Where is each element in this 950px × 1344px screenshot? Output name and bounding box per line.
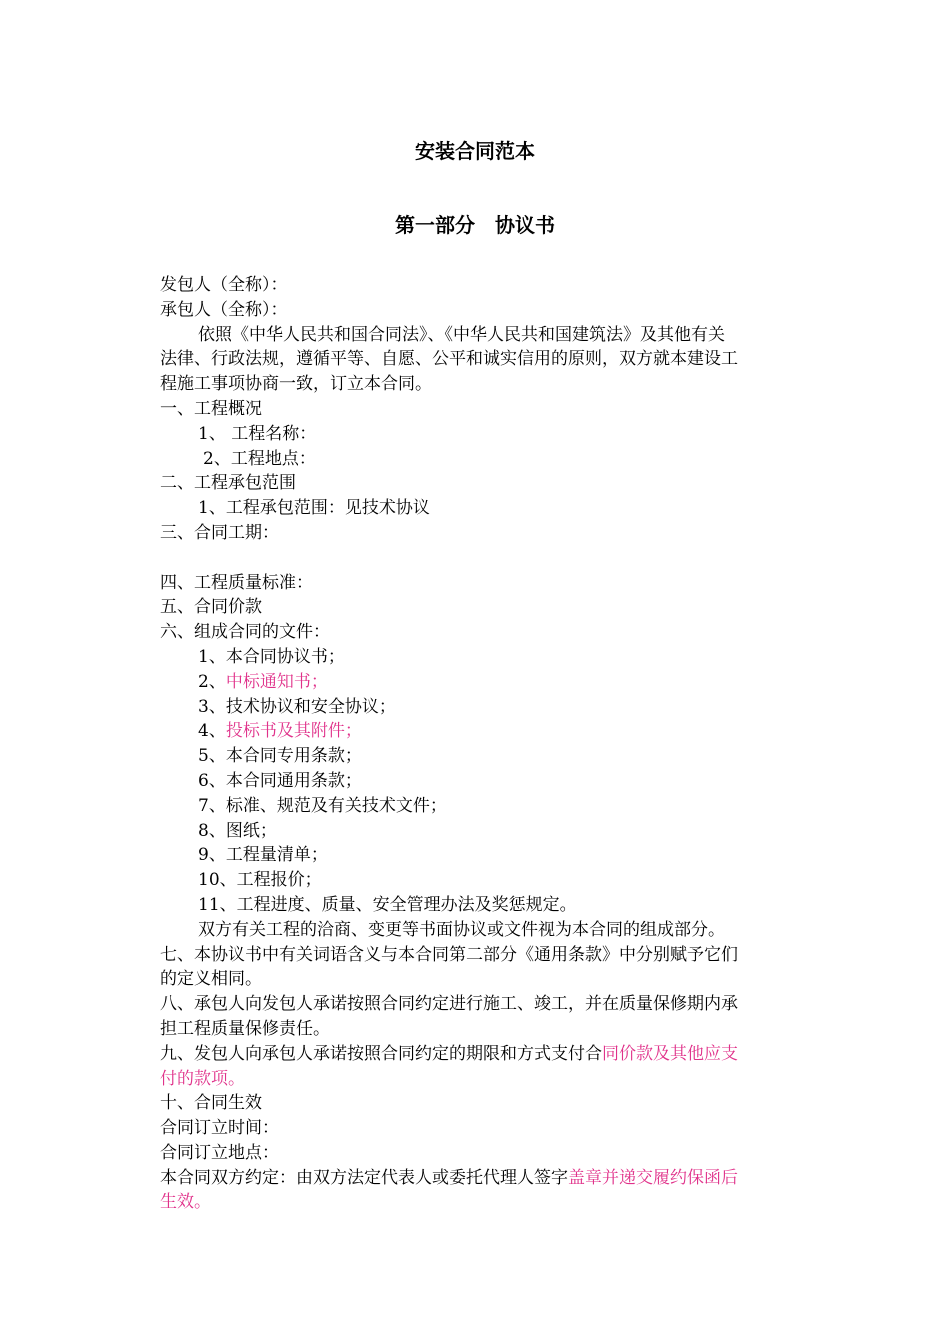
preamble-line-1: 依照《中华人民共和国合同法》、《中华人民共和国建筑法》及其他有关 xyxy=(198,324,725,345)
document-item-5: 5、本合同专用条款； xyxy=(198,746,362,767)
section-8-line-2: 担工程质量保修责任。 xyxy=(160,1018,330,1039)
effect-highlight-cont: 生效。 xyxy=(160,1192,211,1213)
section-2-heading: 二、工程承包范围 xyxy=(160,473,296,494)
document-subtitle: 第一部分 协议书 xyxy=(395,213,555,237)
document-item-7: 7、标准、规范及有关技术文件； xyxy=(198,795,447,816)
section-8-line-1: 八、承包人向发包人承诺按照合同约定进行施工、竣工，并在质量保修期内承 xyxy=(160,994,738,1015)
section-3-heading: 三、合同工期： xyxy=(160,522,279,543)
effect-line-2 xyxy=(160,1190,812,1215)
document-item-11: 11、工程进度、质量、安全管理办法及奖惩规定。 xyxy=(198,894,577,915)
preamble-line-2: 法律、行政法规，遵循平等、自愿、公平和诚实信用的原则，双方就本建设工 xyxy=(160,349,738,370)
preamble-line-3: 程施工事项协商一致，订立本合同。 xyxy=(160,374,432,395)
document-item-8: 8、图纸； xyxy=(198,820,277,841)
document-note: 双方有关工程的洽商、变更等书面协议或文件视为本合同的组成部分。 xyxy=(198,919,725,940)
section-9-line-1 xyxy=(160,1042,812,1067)
section-1-item-2: 2、工程地点： xyxy=(203,448,316,469)
effect-text: 本合同双方约定：由双方法定代表人或委托代理人签字 xyxy=(160,1167,568,1188)
section-9-highlight-cont: 付的款项。 xyxy=(160,1068,245,1089)
section-7-line-2: 的定义相同。 xyxy=(160,969,262,990)
document-title: 安装合同范本 xyxy=(415,139,535,163)
employer-line: 发包人（全称）： xyxy=(160,275,288,295)
section-9-line-2 xyxy=(160,1067,812,1092)
section-4-heading: 四、工程质量标准： xyxy=(160,572,313,593)
document-item-2-highlight: 中标通知书； xyxy=(225,671,328,692)
effect-highlight: 盖章并递交履约保函后 xyxy=(568,1167,738,1188)
section-9-highlight: 同价款及其他应支 xyxy=(602,1043,738,1064)
sign-time-line: 合同订立时间： xyxy=(160,1118,279,1139)
document-item-6: 6、本合同通用条款； xyxy=(198,770,362,791)
document-item-10: 10、工程报价； xyxy=(198,870,322,891)
document-body xyxy=(160,273,812,1215)
document-item-4 xyxy=(160,719,812,744)
section-5-heading: 五、合同价款 xyxy=(160,597,262,618)
document-item-2-number: 2、 xyxy=(198,671,226,692)
section-6-heading: 六、组成合同的文件： xyxy=(160,622,330,643)
sign-place-line: 合同订立地点： xyxy=(160,1142,279,1163)
blank-line xyxy=(160,546,812,571)
section-10-heading: 十、合同生效 xyxy=(160,1093,262,1114)
section-9-text: 九、发包人向承包人承诺按照合同约定的期限和方式支付合 xyxy=(160,1043,602,1064)
document-item-9: 9、工程量清单； xyxy=(198,845,328,866)
document-item-1: 1、本合同协议书； xyxy=(198,646,345,667)
section-1-heading: 一、工程概况 xyxy=(160,398,262,419)
section-2-item-1: 1、工程承包范围：见技术协议 xyxy=(198,498,430,519)
document-item-3: 3、技术协议和安全协议； xyxy=(198,696,396,717)
contractor-line: 承包人（全称）： xyxy=(160,299,288,320)
document-item-4-number: 4、 xyxy=(198,721,226,742)
document-item-4-highlight: 投标书及其附件； xyxy=(225,721,362,742)
section-1-item-1: 1、 工程名称： xyxy=(198,423,317,444)
document-item-2 xyxy=(160,670,812,695)
effect-line-1 xyxy=(160,1166,812,1191)
section-7-line-1: 七、本协议书中有关词语含义与本合同第二部分《通用条款》中分别赋予它们 xyxy=(160,944,738,965)
